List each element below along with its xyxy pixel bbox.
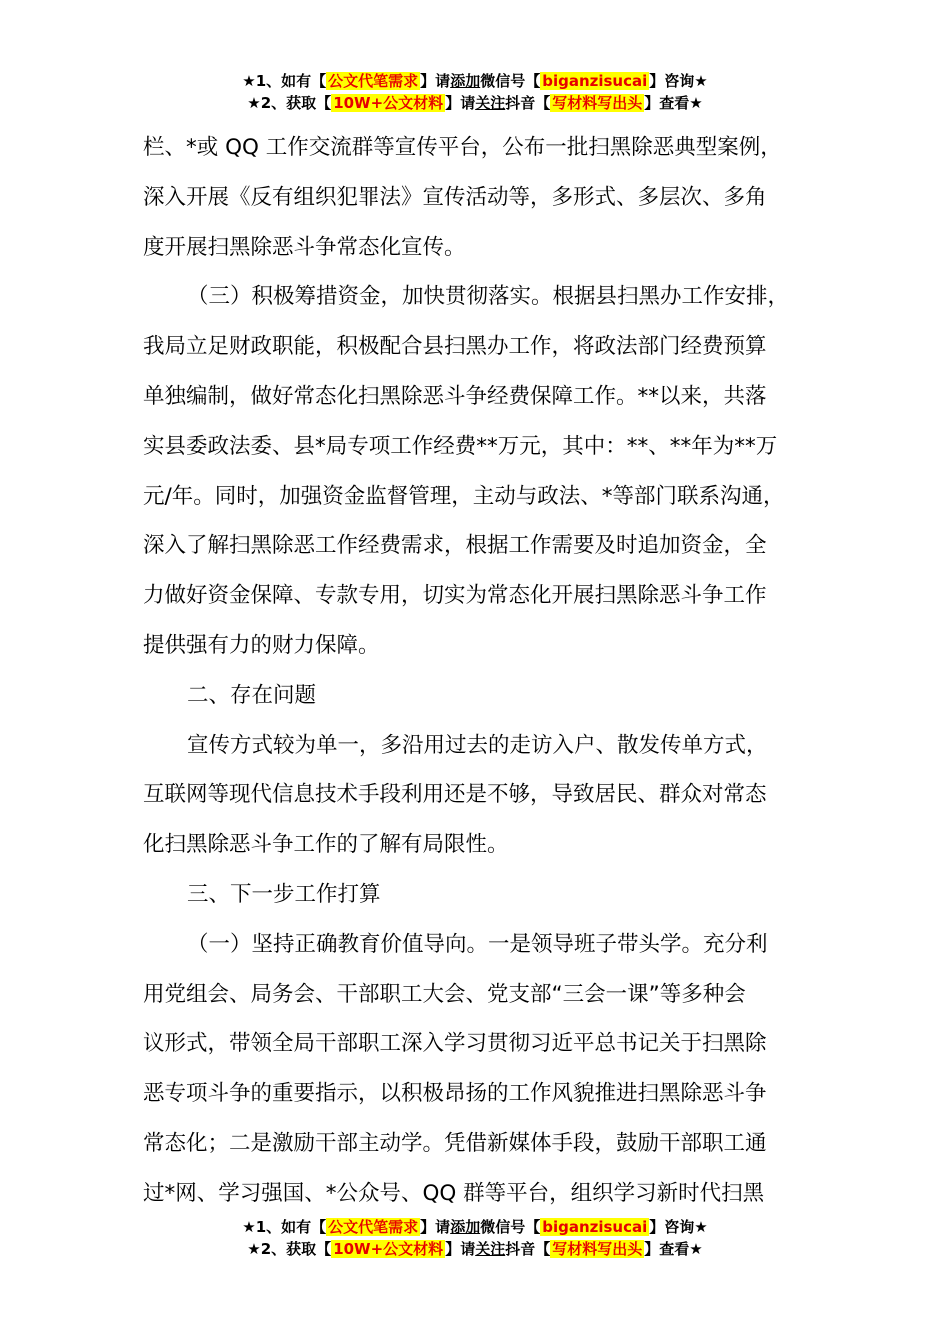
banner-text: 抖音【 bbox=[505, 1240, 551, 1258]
section-heading: （三）积极筹措资金，加快贯彻落实。根据县扫黑办工作安排， bbox=[187, 284, 790, 310]
body-line: 深入开展《反有组织犯罪法》宣传活动等，多形式、多层次、多角 bbox=[143, 184, 767, 210]
banner-text: 抖音【 bbox=[505, 94, 551, 112]
banner-text: 】请 bbox=[445, 94, 476, 112]
banner-underlined: 关注 bbox=[475, 1240, 506, 1258]
bottom-banner bbox=[0, 1216, 950, 1260]
banner-underlined: 添加 bbox=[450, 72, 481, 90]
banner-line-2 bbox=[0, 92, 950, 114]
body-line: 我局立足财政职能，积极配合县扫黑办工作，将政法部门经费预算 bbox=[143, 334, 767, 360]
banner-text: 】咨询★ bbox=[649, 1218, 708, 1236]
banner-line-1 bbox=[0, 70, 950, 92]
banner-underlined: 关注 bbox=[475, 94, 506, 112]
banner-highlight: 公文代笔需求 bbox=[328, 72, 419, 90]
body-line: 深入了解扫黑除恶工作经费需求，根据工作需要及时追加资金，全 bbox=[143, 533, 767, 559]
body-line: 化扫黑除恶斗争工作的了解有局限性。 bbox=[143, 832, 509, 858]
banner-text: 】咨询★ bbox=[649, 72, 708, 90]
banner-text: 】查看★ bbox=[644, 94, 703, 112]
banner-text: ★2、获取【 bbox=[247, 94, 332, 112]
body-line: 议形式，带领全局干部职工深入学习贯彻习近平总书记关于扫黑除 bbox=[143, 1031, 767, 1057]
body-line: 互联网等现代信息技术手段利用还是不够，导致居民、群众对常态 bbox=[143, 782, 767, 808]
body-line: 元/年。同时，加强资金监督管理，主动与政法、*等部门联系沟通， bbox=[143, 483, 785, 509]
body-line: 度开展扫黑除恶斗争常态化宣传。 bbox=[143, 234, 466, 260]
banner-text: ★1、如有【 bbox=[242, 1218, 327, 1236]
body-line: 力做好资金保障、专款专用，切实为常态化开展扫黑除恶斗争工作 bbox=[143, 583, 767, 609]
body-line: 宣传方式较为单一，多沿用过去的走访入户、散发传单方式， bbox=[187, 732, 768, 758]
banner-highlight: 写材料写出头 bbox=[552, 1240, 643, 1258]
banner-text: 微信号【 bbox=[480, 72, 541, 90]
body-line: 恶专项斗争的重要指示，以积极昂扬的工作风貌推进扫黑除恶斗争 bbox=[143, 1081, 767, 1107]
body-line: （一）坚持正确教育价值导向。一是领导班子带头学。充分利 bbox=[187, 931, 768, 957]
banner-highlight: 写材料写出头 bbox=[552, 94, 643, 112]
banner-line-1 bbox=[0, 1216, 950, 1238]
banner-text: ★1、如有【 bbox=[242, 72, 327, 90]
section-heading: 三、下一步工作打算 bbox=[187, 881, 381, 907]
banner-text: 微信号【 bbox=[480, 1218, 541, 1236]
body-line: 栏、*或 QQ 工作交流群等宣传平台，公布一批扫黑除恶典型案例， bbox=[143, 135, 782, 160]
banner-highlight: 公文代笔需求 bbox=[328, 1218, 419, 1236]
document-body bbox=[143, 123, 813, 1219]
banner-text: 】请 bbox=[445, 1240, 476, 1258]
banner-highlight: 10W+公文材料 bbox=[333, 94, 444, 112]
body-line: 用党组会、局务会、干部职工大会、党支部“三会一课”等多种会 bbox=[143, 981, 746, 1007]
banner-underlined: 添加 bbox=[450, 1218, 481, 1236]
banner-highlight: biganzisucai bbox=[542, 1218, 648, 1236]
body-line: 单独编制，做好常态化扫黑除恶斗争经费保障工作。**以来，共落 bbox=[143, 383, 767, 409]
body-line: 常态化；二是激励干部主动学。凭借新媒体手段，鼓励干部职工通 bbox=[143, 1130, 767, 1156]
banner-text: 】请 bbox=[420, 1218, 451, 1236]
banner-text: 】查看★ bbox=[644, 1240, 703, 1258]
section-heading: 二、存在问题 bbox=[187, 682, 317, 708]
banner-highlight: biganzisucai bbox=[542, 72, 648, 90]
body-line: 提供强有力的财力保障。 bbox=[143, 632, 380, 658]
banner-text: 】请 bbox=[420, 72, 451, 90]
banner-highlight: 10W+公文材料 bbox=[333, 1240, 444, 1258]
banner-text: ★2、获取【 bbox=[247, 1240, 332, 1258]
top-banner bbox=[0, 70, 950, 114]
body-line: 过*网、学习强国、*公众号、QQ 群等平台，组织学习新时代扫黑 bbox=[143, 1180, 765, 1206]
body-line: 实县委政法委、县*局专项工作经费**万元，其中：**、**年为**万 bbox=[143, 433, 778, 459]
banner-line-2 bbox=[0, 1238, 950, 1260]
